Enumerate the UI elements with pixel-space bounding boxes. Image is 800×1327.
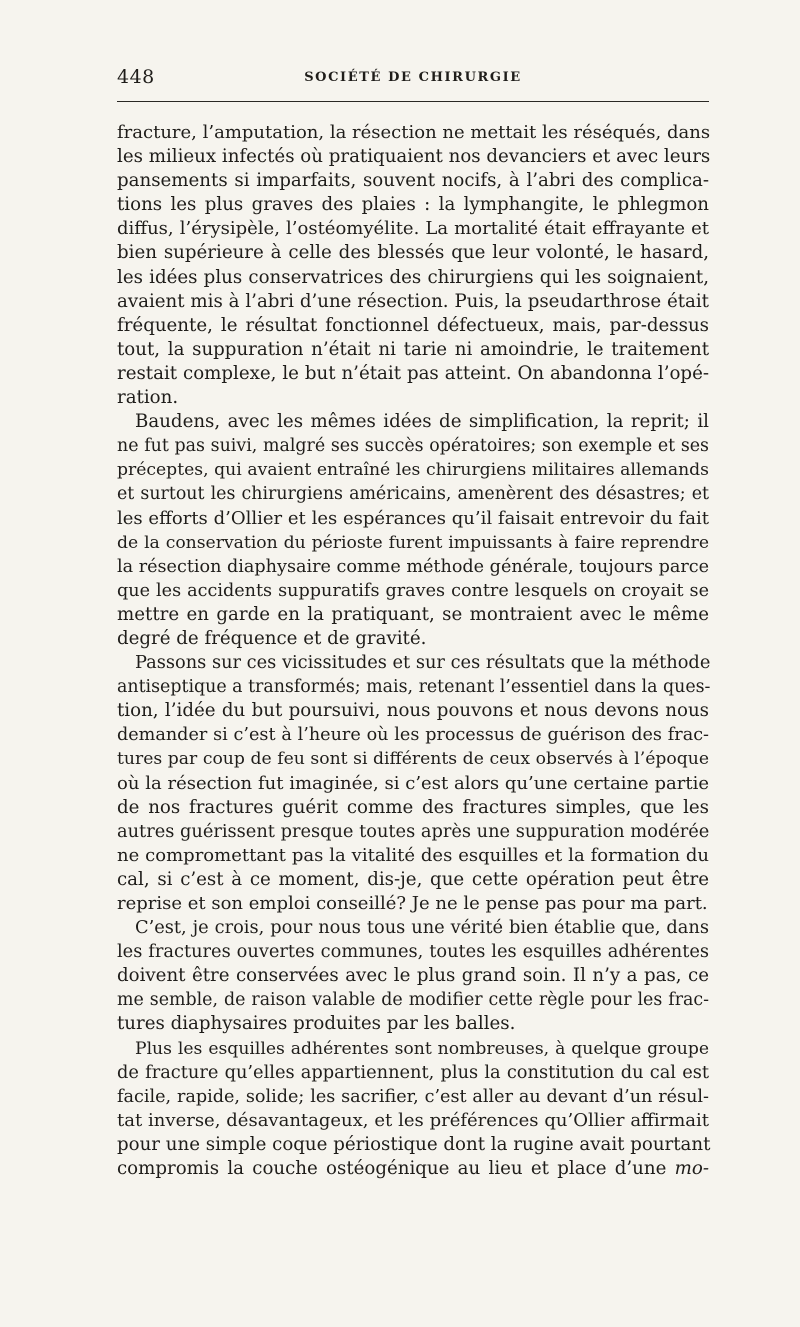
text-line: et surtout les chirurgiens américains, amenèrent des désastres; et xyxy=(117,484,709,505)
text-line: doivent être conservées avec le plus grand soin. Il n’y a pas, ce xyxy=(117,965,709,987)
text-line: pour une simple coque périostique dont la rugine avait pourtant xyxy=(117,1133,711,1155)
text-line: la résection diaphysaire comme méthode générale, toujours parce xyxy=(117,556,710,577)
text-line: tion, l’idée du but poursuivi, nous pouvons et nous devons nous xyxy=(117,700,709,722)
text-line: les fractures ouvertes communes, toutes les esquilles adhérentes xyxy=(117,941,709,963)
text-line: me semble, de raison valable de modifier cette règle pour les frac- xyxy=(117,990,709,1011)
text-line: tat inverse, désavantageux, et les préférences qu’Ollier affirmait xyxy=(117,1109,709,1131)
text-line: ne compromettant pas la vitalité des esquilles et la formation du xyxy=(117,844,709,866)
text-line: de nos fractures guérit comme des fractures simples, que les xyxy=(117,796,709,818)
page-header xyxy=(117,62,709,92)
text-line: demander si c’est à l’heure où les processus de guérison des frac- xyxy=(117,725,709,746)
text-line: fracture, l’amputation, la résection ne mettait les réséqués, dans xyxy=(117,122,711,143)
text-line: fréquente, le résultat fonctionnel défectueux, mais, par-dessus xyxy=(117,314,709,336)
text-line: tions les plus graves des plaies : la lymphangite, le phlegmon xyxy=(117,194,709,216)
final-line-text: compromis la couche ostéogénique au lieu et place d’une xyxy=(117,1158,675,1180)
text-line: tout, la suppuration n’était ni tarie ni amoindrie, le traitement xyxy=(117,338,709,360)
text-line: reprise et son emploi conseillé? Je ne le pense pas pour ma part. xyxy=(117,893,708,914)
text-line: facile, rapide, solide; les sacrifier, c’est aller au devant d’un résul- xyxy=(117,1086,709,1107)
text-line: tures par coup de feu sont si différents de ceux observés à l’époque xyxy=(117,749,709,770)
text-line: les efforts d’Ollier et les espérances qu’il faisait entrevoir du fait xyxy=(117,507,709,529)
text-line: cal, si c’est à ce moment, dis-je, que cette opération peut être xyxy=(117,868,709,890)
text-line: diffus, l’érysipèle, l’ostéomyélite. La mortalité était effrayante et xyxy=(117,218,709,240)
text-line: ration. xyxy=(117,387,179,409)
text-line: restait complexe, le but n’était pas atteint. On abandonna l’opé- xyxy=(117,362,709,384)
text-line: Plus les esquilles adhérentes sont nombreuses, à quelque groupe xyxy=(135,1038,709,1059)
paragraph xyxy=(117,916,709,1036)
text-line: ne fut pas suivi, malgré ses succès opératoires; son exemple et ses xyxy=(117,436,709,457)
running-head: SOCIÉTÉ DE CHIRURGIE xyxy=(304,70,522,85)
body-text xyxy=(117,121,709,1181)
text-line: que les accidents suppuratifs graves contre lesquels on croyait se xyxy=(117,580,709,601)
text-line: Passons sur ces vicissitudes et sur ces résultats que la méthode xyxy=(135,652,711,674)
final-line-italic: mo- xyxy=(674,1158,709,1180)
text-line-final xyxy=(117,1157,709,1181)
text-line: degré de fréquence et de gravité. xyxy=(117,627,427,649)
text-line: préceptes, qui avaient entraîné les chirurgiens militaires allemands xyxy=(117,460,709,481)
text-line: avaient mis à l’abri d’une résection. Puis, la pseudarthrose était xyxy=(117,290,709,312)
header-rule xyxy=(117,101,709,102)
paragraph xyxy=(117,121,709,410)
text-line: autres guérissent presque toutes après une suppuration modérée xyxy=(117,820,710,842)
text-line: de la conservation du périoste furent impuissants à faire reprendre xyxy=(117,532,709,553)
text-line: pansements si imparfaits, souvent nocifs, à l’abri des complica- xyxy=(117,170,709,192)
paragraph xyxy=(117,410,709,651)
text-line: où la résection fut imaginée, si c’est alors qu’une certaine partie xyxy=(117,772,709,794)
text-line: mettre en garde en la pratiquant, se montraient avec le même xyxy=(117,603,709,625)
text-line: de fracture qu’elles appartiennent, plus la constitution du cal est xyxy=(117,1061,709,1083)
text-line: tures diaphysaires produites par les balles. xyxy=(117,1013,516,1035)
text-line: les milieux infectés où pratiquaient nos devanciers et avec leurs xyxy=(117,146,711,168)
page-number: 448 xyxy=(117,66,155,88)
text-line: C’est, je crois, pour nous tous une vérité bien établie que, dans xyxy=(135,917,709,939)
paragraph xyxy=(117,1037,709,1182)
text-line: les idées plus conservatrices des chirurgiens qui les soignaient, xyxy=(117,266,709,288)
text-line: antiseptique a transformés; mais, retenant l’essentiel dans la ques- xyxy=(117,677,711,698)
text-line: Baudens, avec les mêmes idées de simplification, la reprit; il xyxy=(135,411,709,433)
paragraph xyxy=(117,651,709,916)
text-line: bien supérieure à celle des blessés que leur volonté, le hasard, xyxy=(117,242,709,264)
